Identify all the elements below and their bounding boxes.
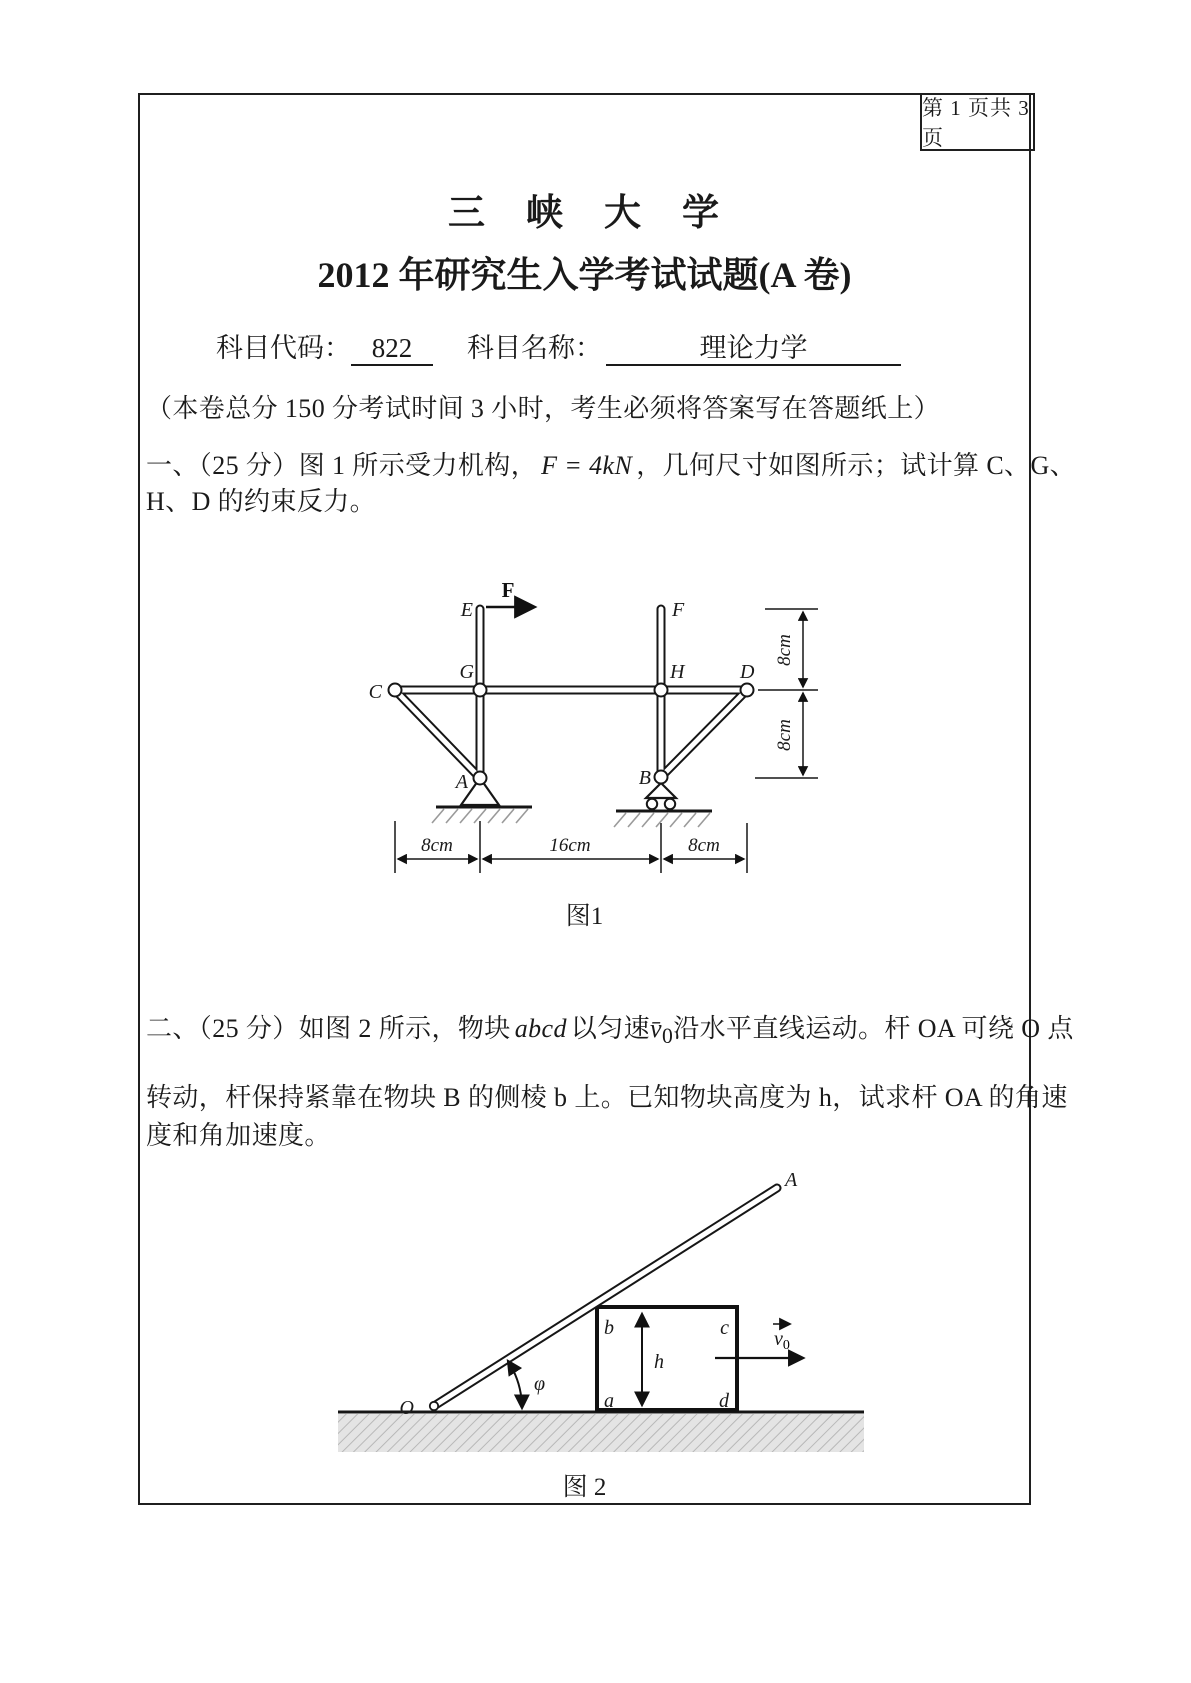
fig1-label-F: F [672,599,685,621]
fig2-label-d: d [719,1390,729,1412]
q2-text-post: 沿水平直线运动。杆 OA 可绕 O 点 [673,1014,1074,1043]
fig1-dim-bottom-right: 8cm [688,835,720,856]
fig1-label-E: E [460,599,473,621]
q2-text-pre: 二、（25 分）如图 2 所示，物块 [146,1014,511,1043]
svg-text:v0 [774,1328,790,1353]
fig1-dim-bottom-middle: 16cm [549,835,591,856]
fig1-label-H: H [670,661,685,683]
figure1-mechanism-diagram [340,555,840,895]
figure2-caption: 图 2 [562,1474,607,1501]
fig2-label-A: A [785,1169,798,1191]
fig1-dim-right-top: 8cm [774,634,795,666]
subject-line [216,326,901,366]
fig2-label-O: O [399,1397,414,1419]
fig1-support-B-roller [614,783,712,827]
figure1-caption: 图1 [565,903,604,930]
figure2-rod-block-diagram [330,1158,875,1458]
fig2-label-v-sub: 0 [782,1338,790,1353]
exam-title: 2012 年研究生入学考试试题(A 卷) [317,255,852,295]
fig2-ground-hatch [338,1414,864,1452]
q1-text-post: ，几何尺寸如图所示；试计算 C、G、 [636,451,1077,480]
fig1-dim-right-bottom: 8cm [774,719,795,751]
fig1-label-C: C [368,681,382,703]
q2-text-mid: 以匀速 [570,1014,651,1043]
fig2-label-a: a [604,1390,614,1412]
fig2-label-v: v [774,1328,783,1350]
fig1-members-outline [395,609,747,778]
q2-velocity-subscript: 0 [662,1024,674,1049]
page-number-box [920,93,1035,151]
question2-line2: 转动，杆保持紧靠在物块 B 的侧棱 b 上。已知物块高度为 h，试求杆 OA 的角速 [146,1083,1068,1112]
fig1-label-B: B [638,767,651,789]
page-number: 第 1 页共 3 页 [922,96,1030,150]
question2-line3: 度和角加速度。 [146,1121,331,1150]
fig1-force-label: F [501,578,515,602]
q1-text-pre: 一、（25 分）图 1 所示受力机构， [146,451,538,480]
subject-code-label: 科目代码： [216,333,351,363]
fig1-label-A: A [455,771,468,793]
q2-block-name: abcd [514,1014,567,1043]
q1-force-equation: F = 4kN [541,451,633,480]
question1-line2: H、D 的约束反力。 [146,487,377,516]
q2-velocity-symbol: v̄ [650,1014,662,1043]
subject-name-label: 科目名称： [467,333,602,363]
fig1-dim-bottom-left: 8cm [421,835,453,856]
subject-code-value: 822 [351,334,433,366]
fig2-angle-arc [508,1361,522,1408]
fig1-label-G: G [459,661,474,683]
fig2-label-h: h [654,1351,664,1373]
university-title: 三 峡 大 学 [448,193,721,234]
fig2-label-phi: φ [534,1373,546,1395]
subject-name-value: 理论力学 [606,334,901,366]
exam-instructions: （本卷总分 150 分考试时间 3 小时，考生必须将答案写在答题纸上） [146,394,941,423]
fig1-label-D: D [740,661,755,683]
question2-line1 [146,1008,1074,1049]
fig2-label-b: b [604,1317,614,1339]
fig2-velocity-label [773,1324,790,1353]
question1-line1 [146,445,1077,482]
fig2-label-c: c [720,1317,729,1339]
